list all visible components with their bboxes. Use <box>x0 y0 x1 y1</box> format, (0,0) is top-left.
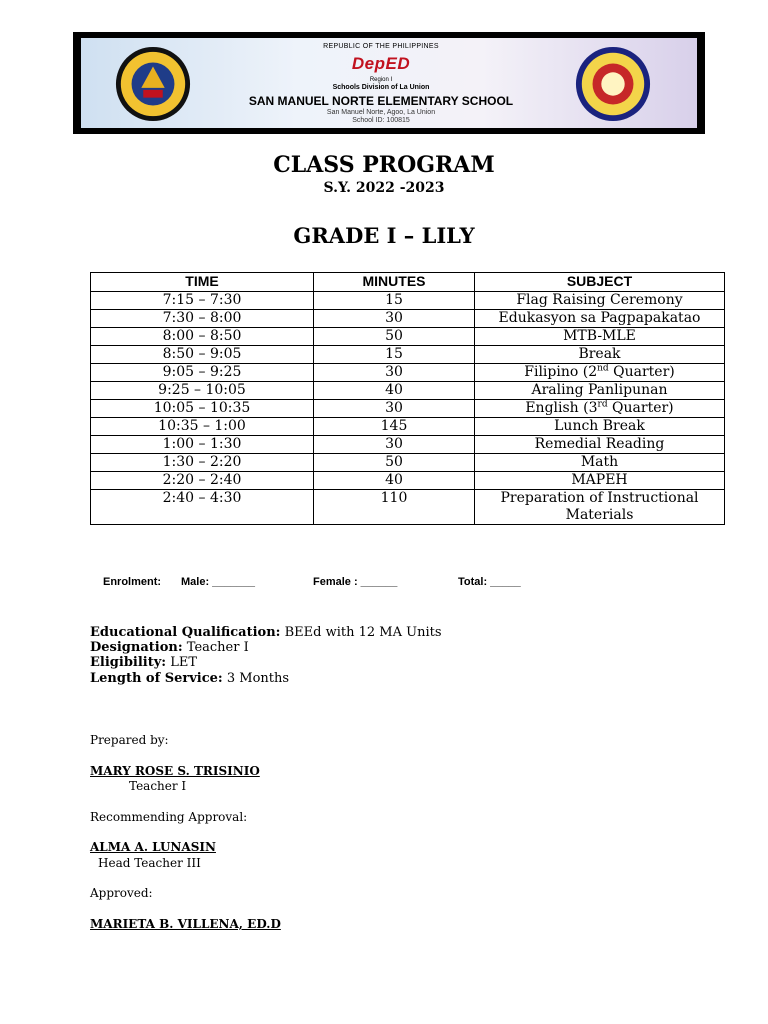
school-name: SAN MANUEL NORTE ELEMENTARY SCHOOL <box>248 94 514 108</box>
service-line <box>90 671 289 686</box>
ordinal-suffix: rd <box>597 399 608 410</box>
time-cell: 2:40 – 4:30 <box>91 490 314 525</box>
time-cell: 8:50 – 9:05 <box>91 346 314 364</box>
time-cell: 10:35 – 1:00 <box>91 418 314 436</box>
subject-cell: Break <box>475 346 725 364</box>
schedule-table <box>90 272 725 525</box>
district-seal-logo <box>574 45 652 123</box>
prepared-label: Prepared by: <box>90 733 169 747</box>
subject-cell: Filipino (2nd Quarter) <box>475 364 725 382</box>
designation-line <box>90 640 249 655</box>
table-row <box>91 472 725 490</box>
table-row <box>91 400 725 418</box>
table-row <box>91 454 725 472</box>
subject-cell: Araling Panlipunan <box>475 382 725 400</box>
subject-cell: Edukasyon sa Pagpapakatao <box>475 310 725 328</box>
service-label: Length of Service: <box>90 671 223 686</box>
qualification-line <box>90 625 442 640</box>
time-cell: 1:00 – 1:30 <box>91 436 314 454</box>
banner-inner <box>81 38 697 128</box>
service-value: 3 Months <box>226 671 290 686</box>
school-seal-logo <box>114 45 192 123</box>
minutes-cell: 40 <box>314 472 475 490</box>
subject-cell: MTB-MLE <box>475 328 725 346</box>
minutes-cell: 50 <box>314 454 475 472</box>
minutes-cell: 50 <box>314 328 475 346</box>
designation-value: Teacher I <box>186 640 249 655</box>
grade-section: GRADE I – LILY <box>293 223 475 248</box>
deped-logo: DepED <box>351 54 411 73</box>
minutes-cell: 15 <box>314 346 475 364</box>
enrolment-label: Enrolment: <box>103 576 162 588</box>
ordinal-suffix: nd <box>597 363 609 374</box>
approved-label: Approved: <box>90 886 153 900</box>
minutes-cell: 30 <box>314 364 475 382</box>
time-cell: 1:30 – 2:20 <box>91 454 314 472</box>
time-cell: 9:25 – 10:05 <box>91 382 314 400</box>
enrolment-male: Male: _______ <box>181 576 255 588</box>
subject-cell: MAPEH <box>475 472 725 490</box>
school-address: San Manuel Norte, Agoo, La Union <box>326 109 436 116</box>
column-header: TIME <box>91 273 314 292</box>
time-cell: 9:05 – 9:25 <box>91 364 314 382</box>
minutes-cell: 30 <box>314 400 475 418</box>
minutes-cell: 30 <box>314 436 475 454</box>
prepared-name: MARY ROSE S. TRISINIO <box>90 764 260 778</box>
prepared-title: Teacher I <box>129 779 187 793</box>
recommending-title: Head Teacher III <box>98 856 201 870</box>
recommending-name: ALMA A. LUNASIN <box>90 840 216 854</box>
table-row <box>91 418 725 436</box>
recommending-label: Recommending Approval: <box>90 810 248 824</box>
minutes-cell: 40 <box>314 382 475 400</box>
subject-cell: Preparation of Instructional Materials <box>475 490 725 525</box>
schedule-body <box>91 292 725 525</box>
eligibility-label: Eligibility: <box>90 655 167 670</box>
school-year: S.Y. 2022 -2023 <box>323 180 445 196</box>
minutes-cell: 30 <box>314 310 475 328</box>
column-header: MINUTES <box>314 273 475 292</box>
enrolment-female: Female : ______ <box>313 576 398 588</box>
table-row <box>91 382 725 400</box>
subject-cell: English (3rd Quarter) <box>475 400 725 418</box>
table-row <box>91 328 725 346</box>
minutes-cell: 110 <box>314 490 475 525</box>
table-header-row <box>91 273 725 292</box>
time-cell: 8:00 – 8:50 <box>91 328 314 346</box>
eligibility-line <box>90 655 197 670</box>
approved-name: MARIETA B. VILLENA, ED.D <box>90 917 281 931</box>
qualification-label: Educational Qualification: <box>90 625 281 640</box>
time-cell: 10:05 – 10:35 <box>91 400 314 418</box>
table-row <box>91 490 725 525</box>
time-cell: 7:15 – 7:30 <box>91 292 314 310</box>
designation-label: Designation: <box>90 640 183 655</box>
region-text: Region I <box>369 77 393 83</box>
eligibility-value: LET <box>170 655 198 670</box>
table-row <box>91 436 725 454</box>
time-cell: 7:30 – 8:00 <box>91 310 314 328</box>
subject-cell: Lunch Break <box>475 418 725 436</box>
republic-text: REPUBLIC OF THE PHILIPPINES <box>323 43 439 50</box>
minutes-cell: 145 <box>314 418 475 436</box>
division-text: Schools Division of La Union <box>332 84 430 91</box>
enrolment-total: Total: _____ <box>458 576 521 588</box>
school-id: School ID: 100815 <box>352 117 410 124</box>
table-row <box>91 364 725 382</box>
time-cell: 2:20 – 2:40 <box>91 472 314 490</box>
subject-cell: Math <box>475 454 725 472</box>
document-title: CLASS PROGRAM <box>273 152 495 178</box>
qualification-value: BEEd with 12 MA Units <box>284 625 442 640</box>
table-row <box>91 346 725 364</box>
school-banner <box>73 32 705 134</box>
subject-cell: Remedial Reading <box>475 436 725 454</box>
table-row <box>91 292 725 310</box>
subject-cell: Flag Raising Ceremony <box>475 292 725 310</box>
table-row <box>91 310 725 328</box>
column-header: SUBJECT <box>475 273 725 292</box>
minutes-cell: 15 <box>314 292 475 310</box>
